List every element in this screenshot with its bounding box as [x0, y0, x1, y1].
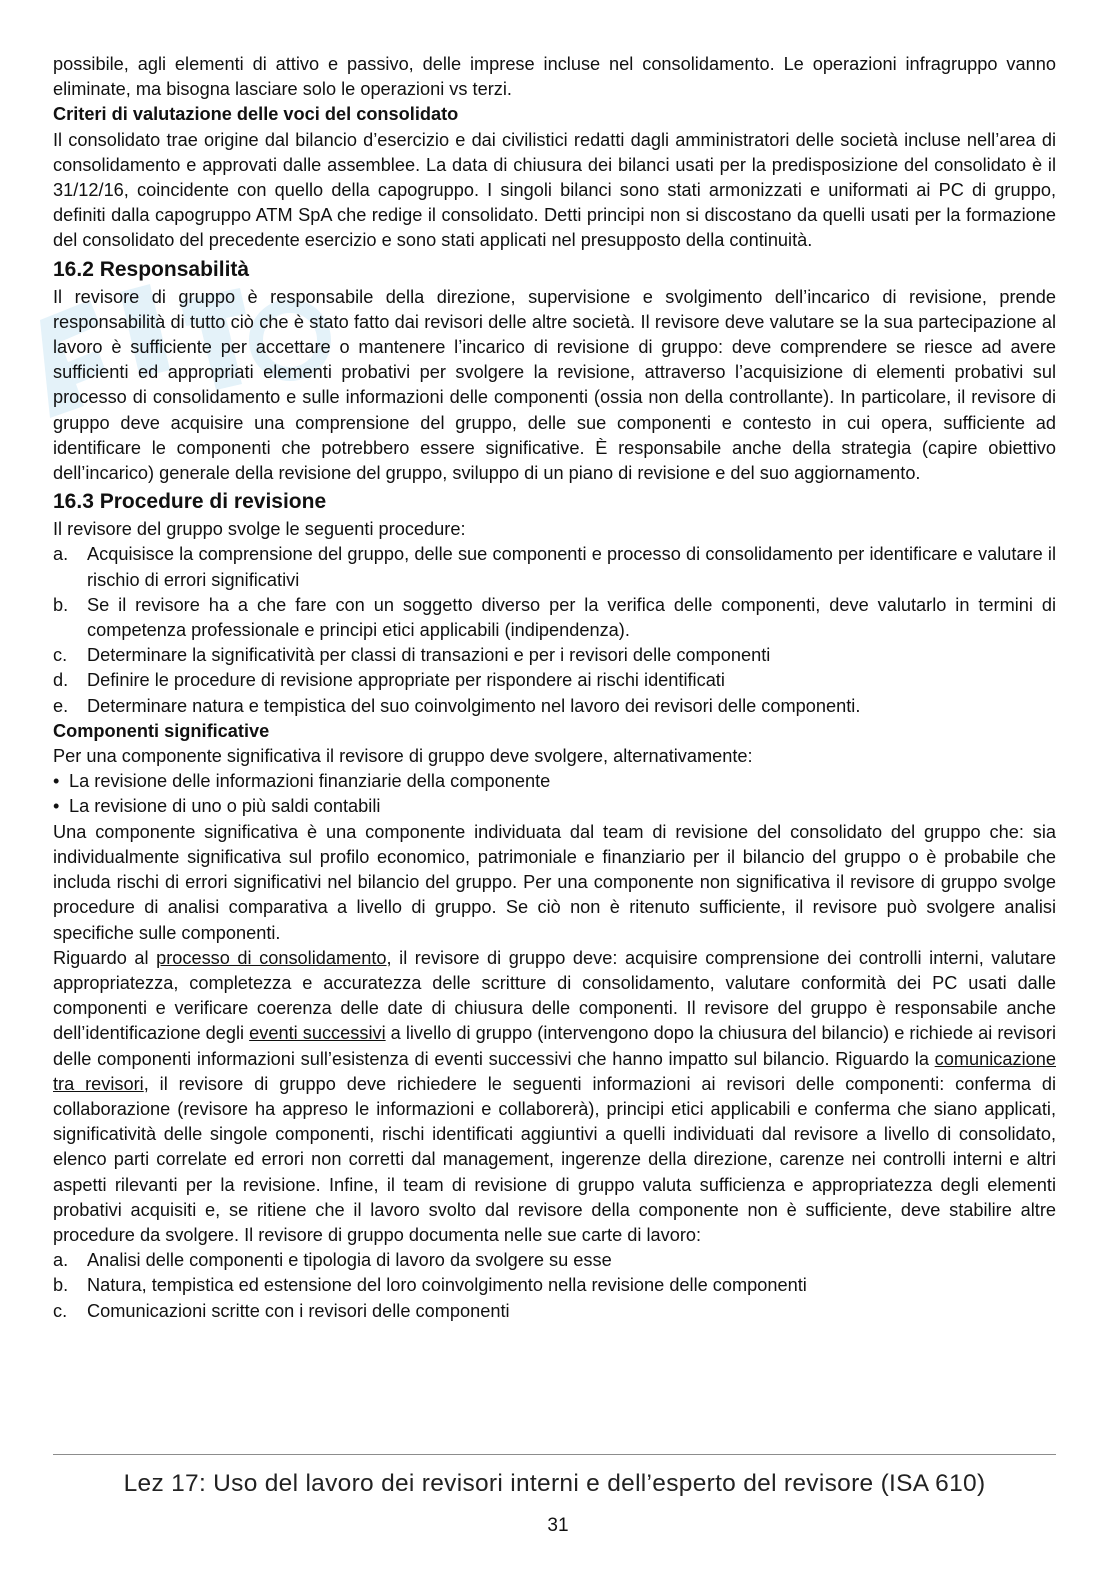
section-16-2-body: Il revisore di gruppo è responsabile della direzione, supervisione e svolgimento dell’incarico di revisione, prende responsabilità di tutto ciò che è stato fatto dai revisori delle altre società. Il revisore deve valutare se la sua partecipazione al lavoro è sufficiente per accettare o mantenere l’incarico di revisione di gruppo: deve comprendere se riesce ad avere sufficienti ed appropriati elementi probativi per svolgere la revisione, attraverso l’acquisizione di elementi probativi sul processo di consolidamento e sulle informazioni delle componenti (ossia non della controllante). In particolare, il revisore di gruppo deve acquisire una comprensione del gruppo, delle sue componenti e contesto in cui opera, sufficiente ad identificare le componenti che potrebbero essere significative. È responsabile anche della strategia (capire obiettivo dell’incarico) generale della revisione del gruppo, sviluppo di un piano di revisione e del suo aggiornamento. — [53, 286, 1056, 484]
procedures-intro: Il revisore del gruppo svolge le seguenti procedure: — [53, 519, 466, 540]
documentation-list — [53, 1248, 1056, 1324]
list-item: c. Determinare la significatività per classi di transazioni e per i revisori delle componenti — [53, 645, 771, 666]
significant-bullet-list — [53, 769, 1056, 819]
subsequent-events-term: eventi successivi — [249, 1023, 386, 1044]
list-item: b. Natura, tempistica ed estensione del loro coinvolgimento nella revisione delle componenti — [53, 1275, 807, 1296]
section-16-3-title: 16.3 Procedure di revisione — [53, 490, 327, 514]
significant-body: Una componente significativa è una componente individuata dal team di revisione del consolidato del gruppo che: sia individualmente significativa sul profilo economico, patrimoniale e finanziario per il bilancio del gruppo o è probabile che includa rischi di errori significativi nel bilancio del gruppo. Per una componente non significativa il revisore di gruppo svolge procedure di analisi comparativa a livello di gruppo. Se ciò non è ritenuto sufficiente, il revisore può svolgere analisi specifiche sulle componenti. — [53, 821, 1056, 943]
list-item: e. Determinare natura e tempistica del suo coinvolgimento nel lavoro dei revisori delle componenti. — [53, 695, 861, 716]
significant-intro: Per una componente significativa il revisore di gruppo deve svolgere, alternativamente: — [53, 746, 753, 767]
section-16-2-title: 16.2 Responsabilità — [53, 257, 250, 281]
list-item: a. Analisi delle componenti e tipologia di lavoro da svolgere su esse — [53, 1250, 612, 1271]
consolidation-paragraph: Riguardo al processo di consolidamento, il revisore di gruppo deve: acquisire comprensione dei controlli interni, valutare appropriatezza, completezza e accuratezza delle scritture di consolidamento, valutare conformità dei PC usati dalle componenti e verificare coerenza delle date di chiusura delle componenti. Il revisore del gruppo è responsabile anche dell’identificazione degli eventi successivi a livello di gruppo (intervengono dopo la chiusura del bilancio) e richiede ai revisori delle componenti informazioni sull’esistenza di eventi successivi che hanno impatto sul bilancio. Riguardo la comunicazione tra revisori, il revisore di gruppo deve richiedere le seguenti informazioni ai revisori delle componenti: conferma di collaborazione (revisore ha appreso le informazioni e collaborerà), principi etici applicabili e conferma che siano applicati, significatività delle singole componenti, rischi identificati aggiuntivi a quelli individuati dal revisore a livello di consolidato, elenco parti correlate ed errori non corretti dal management, ingerenze della direzione, carenze nei controlli interni e altri aspetti rilevanti per la revisione. Infine, il team di revisione di gruppo valuta sufficienza e appropriatezza degli elementi probativi acquisiti e, se ritiene che il lavoro svolto dal revisore della componente non è sufficiente, deve stabilire altre procedure da svolgere. Il revisore di gruppo documenta nelle sue carte di lavoro: — [53, 947, 1057, 1245]
footer-divider — [53, 1454, 1056, 1455]
list-item: a. Acquisisce la comprensione del gruppo, delle sue componenti e processo di consolidamento per identificare e valutare il rischio di errori significativi — [53, 544, 1056, 590]
list-item: • La revisione delle informazioni finanziarie della componente — [53, 771, 551, 792]
list-item: d. Definire le procedure di revisione appropriate per rispondere ai rischi identificati — [53, 670, 725, 691]
list-item: c. Comunicazioni scritte con i revisori delle componenti — [53, 1300, 510, 1321]
procedures-list — [53, 542, 1056, 718]
page-number: 31 — [547, 1515, 569, 1536]
intro-continuation: possibile, agli elementi di attivo e passivo, delle imprese incluse nel consolidamento. Le operazioni infragruppo vanno eliminate, ma bisogna lasciare solo le operazioni vs terzi. — [53, 54, 1056, 100]
document-body — [53, 52, 1056, 1324]
next-lesson-title: Lez 17: Uso del lavoro dei revisori interni e dell’esperto del revisore (ISA 610) — [123, 1470, 986, 1497]
consolidation-process-term: processo di consolidamento — [156, 947, 387, 968]
auditor-communication-term: comunicazione tra revisori — [53, 1048, 1056, 1094]
criteria-body: Il consolidato trae origine dal bilancio d’esercizio e dai civilistici redatti dagli amministratori delle società incluse nell’area di consolidamento e approvati dalle assemblee. La data di chiusura dei bilanci usati per la predisposizione del consolidato è il 31/12/16, coincidente con quello della capogruppo. I singoli bilanci sono stati armonizzati e uniformati ai PC di gruppo, definiti dalla capogruppo ATM SpA che redige il consolidato. Detti principi non si discostano da quelli usati per la formazione del consolidato del precedente esercizio e sono stati applicati nel presupposto della continuità. — [53, 129, 1056, 251]
significant-components-heading: Componenti significative — [53, 720, 270, 741]
criteria-heading: Criteri di valutazione delle voci del consolidato — [53, 104, 459, 125]
list-item: b. Se il revisore ha a che fare con un soggetto diverso per la verifica delle componenti, deve valutarlo in termini di competenza professionale e principi etici applicabili (indipendenza). — [53, 594, 1056, 641]
list-item: • La revisione di uno o più saldi contabili — [53, 796, 381, 817]
